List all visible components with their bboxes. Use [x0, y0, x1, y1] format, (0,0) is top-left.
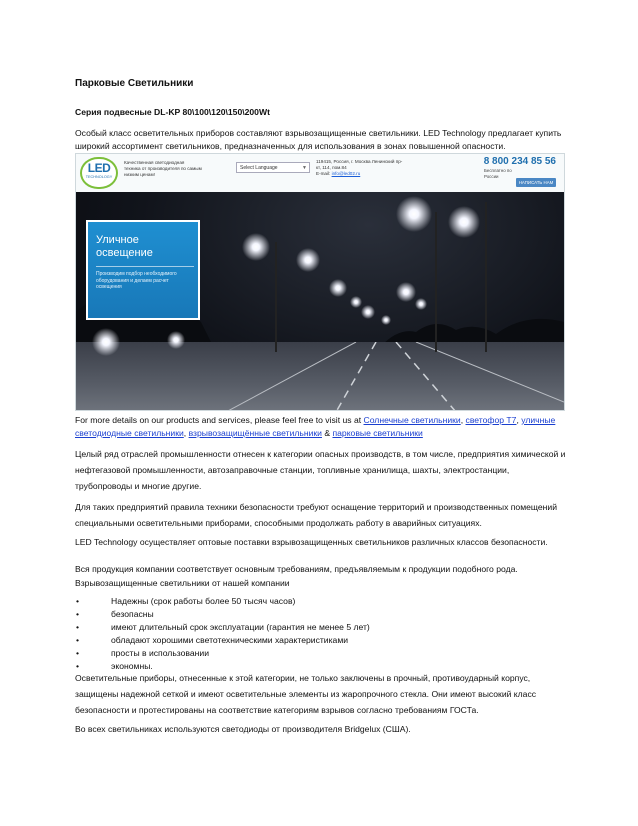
logo-main-text: LED: [87, 161, 111, 175]
company-banner-image: [75, 153, 565, 411]
bullet-marker: •: [76, 622, 80, 632]
street-lighting-photo: [76, 192, 564, 411]
link-park-lights[interactable]: парковые светильники: [332, 428, 423, 438]
panel-title-line2: освещение: [96, 247, 153, 259]
bullet-marker: •: [76, 648, 80, 658]
phone-note: Бесплатно по России: [484, 168, 512, 179]
email-label: E-mail:: [316, 171, 331, 176]
list-item-text: имеют длительный срок эксплуатации (гарантия не менее 5 лет): [111, 622, 370, 632]
link-traffic-light-t7[interactable]: светофор Т7: [465, 415, 517, 425]
chevron-down-icon: ▼: [302, 165, 307, 171]
links-separator: ,: [516, 415, 522, 425]
language-select-label: Select Language: [240, 165, 278, 171]
link-solar-lights[interactable]: Солнечные светильники: [363, 415, 461, 425]
banner-header: [76, 154, 564, 193]
logo-sub-text: TECHNOLOGY: [85, 175, 113, 179]
panel-divider: [96, 266, 194, 267]
bullet-marker: •: [76, 609, 80, 619]
list-item: [75, 647, 475, 660]
paragraph-housing: Осветительные приборы, отнесенные к этой категории, не только заключены в прочный, противоударный корпус, защищены надежной сеткой и имеют осветительные элементы из жаропрочного стекла. Они имеют высокий класс безопасности и протестированы на соответствие категориям взрывов согласно требованиям ГОСТа.: [75, 673, 537, 715]
bullet-marker: •: [76, 661, 80, 671]
email-line: [316, 171, 406, 177]
links-lead-text: For more details on our products and services, please feel free to visit us at: [75, 415, 364, 425]
list-item: [75, 634, 475, 647]
list-item: [75, 608, 475, 621]
links-separator: ,: [183, 428, 189, 438]
write-us-button: НАПИСАТЬ НАМ: [516, 178, 556, 187]
list-item: [75, 595, 475, 608]
list-item: [75, 621, 475, 634]
page-title: Парковые Светильники: [75, 78, 194, 89]
paragraph-industries: Целый ряд отраслей промышленности отнесен к категории опасных производств, в том числе, предприятия химической и нефтегазовой промышленности, автозаправочные станции, топливные хранилища, шахты, электростанции, трубопроводы и многие другие.: [75, 449, 566, 491]
benefits-list: [75, 595, 475, 673]
list-item-text: безопасны: [111, 609, 154, 619]
intro-paragraph: Особый класс осветительных приборов составляют взрывозащищенные светильники. LED Technology предлагает купить широкий ассортимент светильников, предназначенных для использования в зонах повышенной опасности.: [75, 128, 562, 151]
links-paragraph: [75, 414, 567, 440]
paragraph-compliance: Вся продукция компании соответствует основным требованиям, предъявляемым к продукции подобного рода. Взрывозащищенные светильники от нашей компании: [75, 564, 518, 588]
panel-description: Производим подбор необходимого оборудования и делаем расчет освещения: [96, 271, 177, 290]
links-separator: ,: [460, 415, 466, 425]
address-text: 119415, Россия, г. Москва Ленинский пр-кт, 114, пом.84: [316, 159, 403, 170]
banner-address: [316, 159, 406, 177]
paragraph-bridgelux: Во всех светильниках используются светодиоды от производителя Bridgelux (США).: [75, 724, 411, 734]
paragraph-safety-rules: Для таких предприятий правила техники безопасности требуют оснащение территорий и производственных помещений специальными осветительными приборами, способными продолжать работу в аварийных ситуациях.: [75, 502, 557, 528]
paragraph-wholesale: LED Technology осуществляет оптовые поставки взрывозащищенных светильников различных классов безопасности.: [75, 537, 548, 547]
banner-tagline: Качественная светодиодная техника от производителя по самым низким ценам!: [124, 160, 202, 177]
bullet-marker: •: [76, 635, 80, 645]
panel-title-line1: Уличное: [96, 234, 139, 246]
email-link: info@led02.ru: [331, 171, 361, 176]
banner-phone: 8 800 234 85 56: [483, 156, 556, 167]
series-subtitle: Серия подвесные DL-KP 80\100\120\150\200Wt: [75, 107, 270, 117]
list-item-text: Надежны (срок работы более 50 тысяч часов): [111, 596, 296, 606]
link-street-led-lights[interactable]: уличные светодиодные светильники: [75, 415, 556, 438]
list-item-text: просты в использовании: [111, 648, 210, 658]
bullet-marker: •: [76, 596, 80, 606]
language-select: [236, 162, 310, 173]
led-technology-logo: [80, 157, 118, 189]
link-explosion-proof-lights[interactable]: взрывозащищённые светильники: [188, 428, 322, 438]
street-lighting-panel: [86, 220, 200, 320]
list-item-text: обладают хорошими светотехническими характеристиками: [111, 635, 349, 645]
list-item-text: экономны.: [111, 661, 153, 671]
links-separator: &: [321, 428, 333, 438]
